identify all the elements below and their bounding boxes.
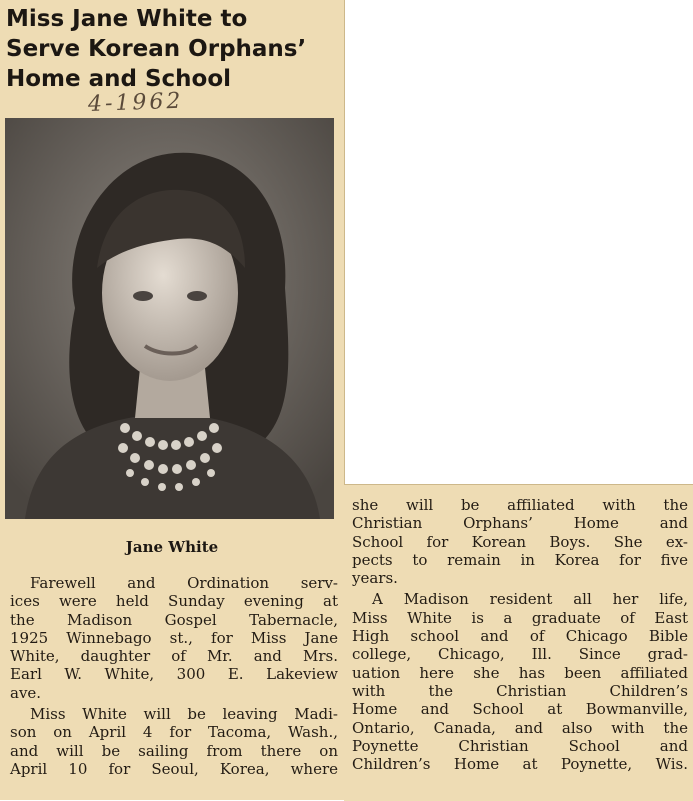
text-line: ave. bbox=[10, 683, 42, 702]
headline-line: Serve Korean Orphans’ bbox=[6, 36, 307, 62]
paragraph bbox=[10, 705, 338, 778]
headline-line: Home and School bbox=[6, 66, 232, 92]
text-line: and will be sailing from there on bbox=[10, 741, 338, 760]
text-line: college, Chicago, Ill. Since grad- bbox=[352, 645, 688, 664]
text-line: A Madison resident all her life, bbox=[372, 590, 688, 609]
text-line: pects to remain in Korea for five bbox=[352, 550, 688, 569]
article-column-left bbox=[10, 574, 338, 781]
text-line: White, daughter of Mr. and Mrs. bbox=[10, 647, 338, 666]
portrait-photo-icon bbox=[5, 118, 334, 519]
text-line: Home and School at Bowmanville, bbox=[352, 700, 688, 719]
headline bbox=[6, 4, 342, 94]
text-line: April 10 for Seoul, Korea, where bbox=[10, 759, 338, 778]
text-line: years. bbox=[352, 569, 398, 588]
text-line: School for Korean Boys. She ex- bbox=[352, 532, 688, 551]
text-line: Christian Orphans’ Home and bbox=[352, 514, 688, 533]
text-line: Poynette Christian School and bbox=[352, 736, 688, 755]
text-line: uation here she has been affiliated bbox=[352, 663, 688, 682]
handwritten-date: 4-1962 bbox=[87, 88, 184, 117]
text-line: son on April 4 for Tacoma, Wash., bbox=[10, 723, 338, 742]
text-line: with the Christian Children’s bbox=[352, 681, 688, 700]
text-line: Miss White is a graduate of East bbox=[352, 608, 688, 627]
text-line: Farewell and Ordination serv- bbox=[30, 574, 338, 592]
text-line: Children’s Home at Poynette, Wis. bbox=[352, 755, 688, 774]
article-column-right bbox=[352, 496, 688, 776]
text-line: ices were held Sunday evening at bbox=[10, 592, 338, 611]
headline-line: Miss Jane White to bbox=[6, 6, 248, 32]
paragraph bbox=[352, 590, 688, 773]
text-line: Miss White will be leaving Madi- bbox=[30, 705, 338, 724]
text-line: Ontario, Canada, and also with the bbox=[352, 718, 688, 737]
photo-caption: Jane White bbox=[125, 538, 219, 556]
text-line: High school and of Chicago Bible bbox=[352, 627, 688, 646]
text-line: 1925 Winnebago st., for Miss Jane bbox=[10, 628, 338, 647]
text-line: the Madison Gospel Tabernacle, bbox=[10, 610, 338, 629]
paragraph bbox=[10, 574, 338, 702]
text-line: she will be affiliated with the bbox=[352, 496, 688, 514]
paragraph bbox=[352, 496, 688, 587]
text-line: Earl W. White, 300 E. Lakeview bbox=[10, 665, 338, 684]
portrait-photo bbox=[5, 118, 334, 519]
